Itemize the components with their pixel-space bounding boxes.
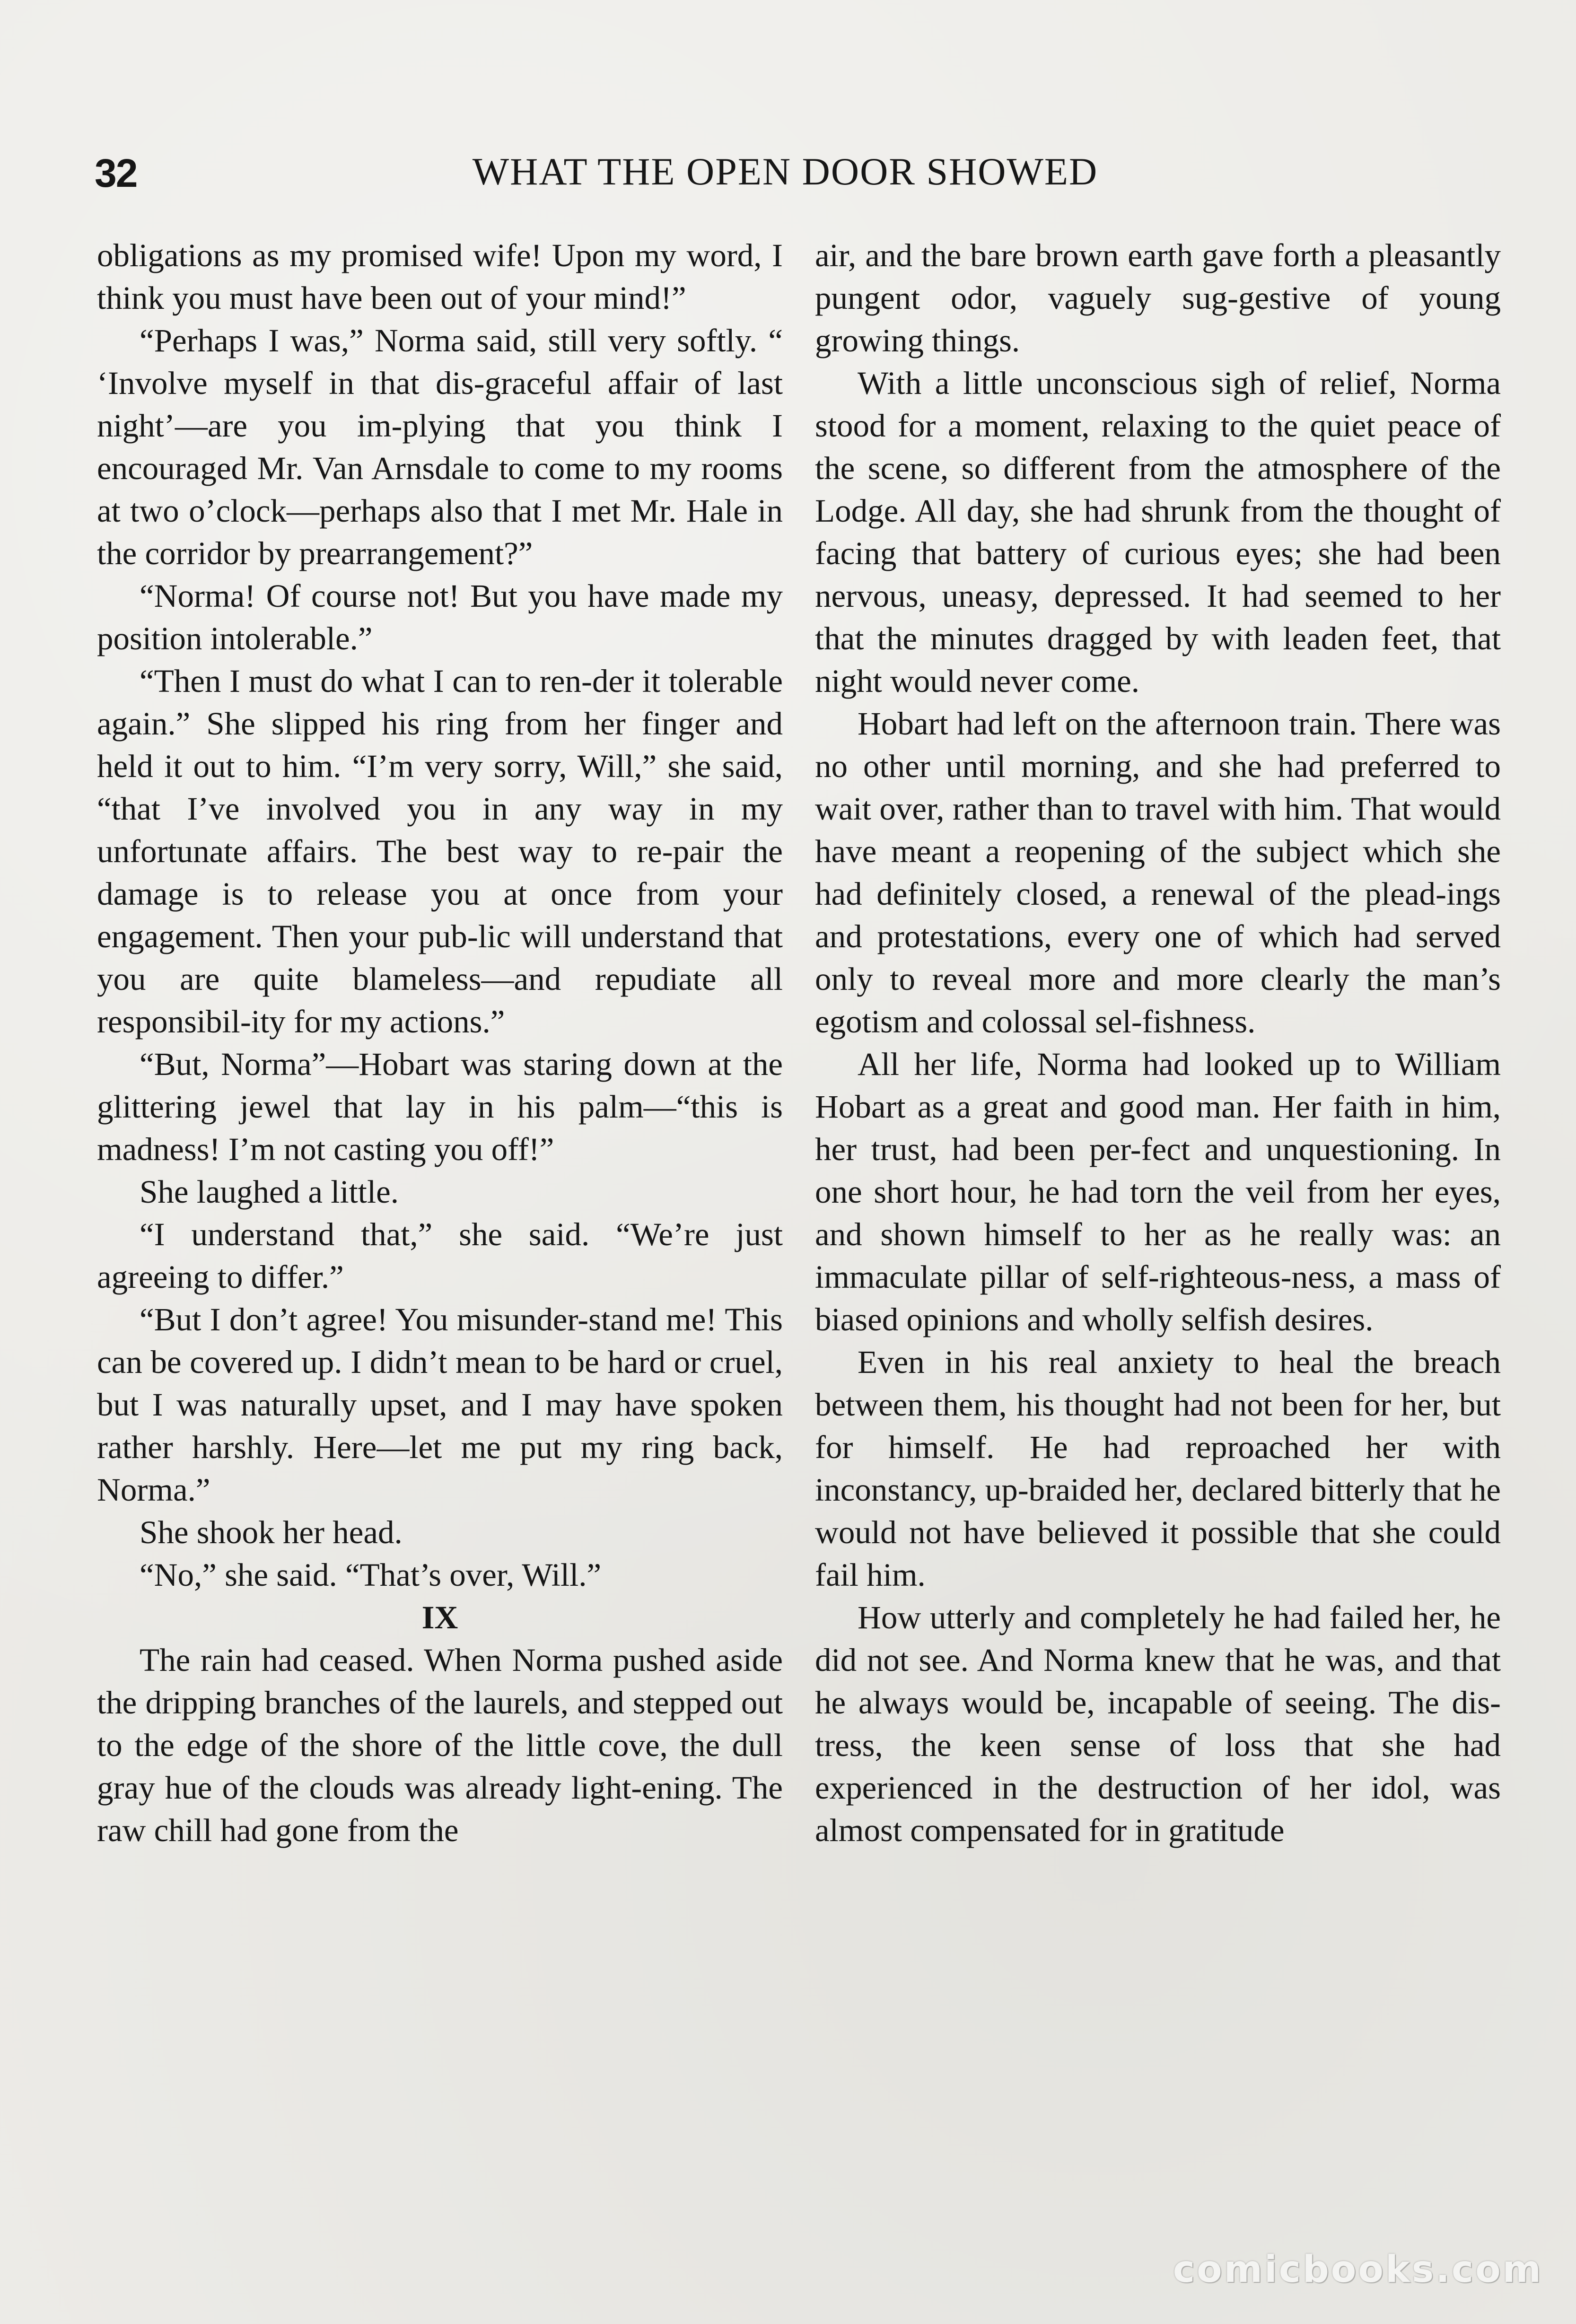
paragraph: All her life, Norma had looked up to William Hobart as a great and good man. Her faith in him, her trust, had been per-fect and unquestioning. In one short hour, he had torn the veil from her eyes, and shown himself to her as he really was: an immaculate pillar of self-righteous-ness, a mass of biased opinions and wholly selfish desires. bbox=[815, 1046, 1501, 1337]
paragraph: air, and the bare brown earth gave forth a pleasantly pungent odor, vaguely sug-gestive of young growing things. bbox=[815, 237, 1501, 358]
paragraph: “But I don’t agree! You misunder-stand me! This can be covered up. I didn’t mean to be hard or cruel, but I was naturally upset, and I may have spoken rather harshly. Here—let me put my ring back, Norma.” bbox=[97, 1302, 783, 1508]
paragraph: “But, Norma”—Hobart was staring down at the glittering jewel that lay in his palm—“this is madness! I’m not casting you off!” bbox=[97, 1046, 783, 1167]
paragraph: “Perhaps I was,” Norma said, still very softly. “ ‘Involve myself in that dis-graceful affair of last night’—are you im-plying that you think I encouraged Mr. Van Arnsdale to come to my rooms at two o’clock—perhaps also that I met Mr. Hale in the corridor by prearrangement?” bbox=[97, 323, 783, 571]
paragraph: How utterly and completely he had failed her, he did not see. And Norma knew that he was, and that he always would be, incapable of seeing. The dis-tress, the keen sense of loss that she had experienced in the destruction of her idol, was almost compensated for in gratitude bbox=[815, 1599, 1501, 1848]
right-column bbox=[815, 234, 1501, 1852]
paragraph: She laughed a little. bbox=[140, 1174, 399, 1210]
paragraph: With a little unconscious sigh of relief, Norma stood for a moment, relaxing to the quiet peace of the scene, so different from the atmosphere of the Lodge. All day, she had shrunk from the thought of facing that battery of curious eyes; she had been nervous, uneasy, depressed. It had seemed to her that the minutes dragged by with leaden feet, that night would never come. bbox=[815, 365, 1501, 699]
paragraph: “Norma! Of course not! But you have made my position intolerable.” bbox=[97, 578, 783, 656]
page-number: 32 bbox=[95, 151, 137, 195]
paragraph: The rain had ceased. When Norma pushed aside the dripping branches of the laurels, and stepped out to the edge of the shore of the little cove, the dull gray hue of the clouds was already light-ening. The raw chill had gone from the bbox=[97, 1642, 783, 1848]
paragraph: “I understand that,” she said. “We’re just agreeing to differ.” bbox=[97, 1216, 783, 1295]
running-title: WHAT THE OPEN DOOR SHOWED bbox=[472, 150, 1098, 193]
paragraph: “No,” she said. “That’s over, Will.” bbox=[140, 1557, 602, 1593]
page-header bbox=[95, 142, 1476, 199]
section-heading: IX bbox=[421, 1599, 458, 1635]
paragraph: Even in his real anxiety to heal the breach between them, his thought had not been for her, but for himself. He had reproached her with inconstancy, up-braided her, declared bitterly that he would not have believed it possible that she could fail him. bbox=[815, 1344, 1501, 1593]
paragraph: obligations as my promised wife! Upon my word, I think you must have been out of your mind!” bbox=[97, 237, 783, 316]
left-column bbox=[97, 234, 783, 1852]
paragraph: “Then I must do what I can to ren-der it tolerable again.” She slipped his ring from her finger and held it out to him. “I’m very sorry, Will,” she said, “that I’ve involved you in any way in my unfortunate affairs. The best way to re-pair the damage is to release you at once from your engagement. Then your pub-lic will understand that you are quite blameless—and repudiate all responsibil-ity for my actions.” bbox=[97, 663, 783, 1040]
paragraph: Hobart had left on the afternoon train. There was no other until morning, and she had preferred to wait over, rather than to travel with him. That would have meant a reopening of the subject which she had definitely closed, a renewal of the plead-ings and protestations, every one of which had served only to reveal more and more clearly the man’s egotism and colossal sel-fishness. bbox=[815, 706, 1501, 1040]
paragraph: She shook her head. bbox=[140, 1514, 403, 1550]
site-watermark: comicbooks.com bbox=[1173, 2248, 1543, 2291]
